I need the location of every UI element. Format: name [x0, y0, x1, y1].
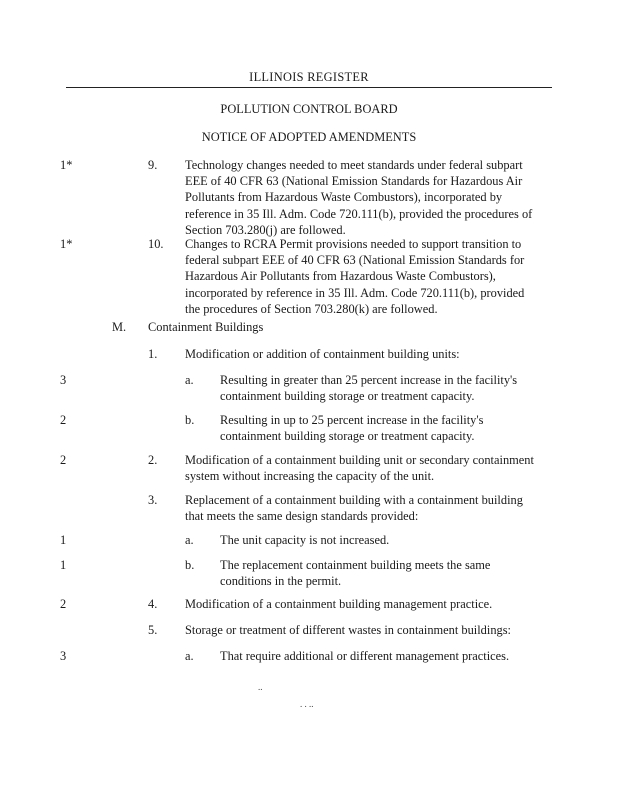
item-text [185, 492, 523, 524]
permit-class-number: 2 [60, 413, 67, 427]
text-line: system without increasing the capacity of the unit. [185, 469, 435, 484]
section-letter: M. [112, 320, 127, 334]
item-text [185, 346, 460, 362]
text-line: Section 703.280(j) are followed. [185, 222, 346, 237]
text-line: The replacement containment building meets the same [220, 558, 491, 572]
item-number: b. [185, 558, 195, 572]
item-number: 3. [148, 493, 158, 507]
text-line: conditions in the permit. [220, 574, 342, 589]
item-number: a. [185, 649, 194, 663]
item-text [220, 372, 517, 404]
text-line: containment building storage or treatment capacity. [220, 429, 475, 444]
text-line: Technology changes needed to meet standards under federal subpart [185, 158, 523, 172]
permit-class-number: 1 [60, 558, 67, 572]
text-line: Replacement of a containment building with a containment building [185, 493, 523, 507]
text-line: Storage or treatment of different wastes in containment buildings: [185, 623, 511, 637]
permit-class-number: 1* [60, 237, 73, 251]
text-line: reference in 35 Ill. Adm. Code 720.111(b), provided the procedures of [185, 206, 533, 221]
text-line: that meets the same design standards provided: [185, 509, 419, 524]
text-line: Resulting in greater than 25 percent increase in the facility's [220, 373, 518, 387]
item-number: b. [185, 413, 195, 427]
item-number: a. [185, 373, 194, 387]
text-line: federal subpart EEE of 40 CFR 63 (National Emission Standards for [185, 253, 525, 268]
item-number: 2. [148, 453, 158, 467]
text-line: Resulting in up to 25 percent increase in the facility's [220, 413, 484, 427]
text-line: Modification of a containment building management practice. [185, 597, 493, 611]
item-text [220, 532, 389, 548]
item-text [220, 557, 490, 589]
item-text [185, 157, 532, 238]
permit-class-number: 1 [60, 533, 67, 547]
text-line: Pollutants from Hazardous Waste Combustors), incorporated by [185, 190, 503, 205]
item-text [220, 648, 509, 664]
permit-class-number: 2 [60, 453, 67, 467]
text-line: incorporated by reference in 35 Ill. Adm. Code 720.111(b), provided [185, 285, 525, 300]
register-header: ILLINOIS REGISTER [249, 70, 369, 84]
item-text [185, 236, 524, 317]
item-text [220, 412, 483, 444]
scan-speck: . . .. [300, 699, 314, 709]
text-line: That require additional or different management practices. [220, 649, 510, 663]
text-line: Modification of a containment building unit or secondary containment [185, 453, 534, 467]
text-line: Hazardous Air Pollutants from Hazardous Waste Combustors), [185, 269, 496, 284]
permit-class-number: 2 [60, 597, 67, 611]
item-text [185, 596, 492, 612]
permit-class-number: 1* [60, 158, 73, 172]
text-line: Modification or addition of containment building units: [185, 347, 460, 361]
item-number: 9. [148, 158, 158, 172]
item-number: 5. [148, 623, 158, 637]
item-number: 10. [148, 237, 164, 251]
notice-title: NOTICE OF ADOPTED AMENDMENTS [201, 130, 417, 144]
item-number: 1. [148, 347, 158, 361]
item-number: 4. [148, 597, 158, 611]
text-line: The unit capacity is not increased. [220, 533, 390, 547]
text-line: the procedures of Section 703.280(k) are followed. [185, 301, 438, 316]
permit-class-number: 3 [60, 373, 67, 387]
item-number: a. [185, 533, 194, 547]
text-line: containment building storage or treatment capacity. [220, 389, 475, 404]
item-text [185, 452, 534, 484]
header-rule [66, 87, 552, 88]
scan-speck: .. [258, 682, 263, 692]
text-line: Changes to RCRA Permit provisions needed to support transition to [185, 237, 522, 251]
board-title: POLLUTION CONTROL BOARD [220, 102, 398, 116]
item-text [185, 622, 511, 638]
permit-class-number: 3 [60, 649, 67, 663]
text-line: EEE of 40 CFR 63 (National Emission Standards for Hazardous Air [185, 174, 523, 189]
section-title: Containment Buildings [148, 320, 264, 334]
